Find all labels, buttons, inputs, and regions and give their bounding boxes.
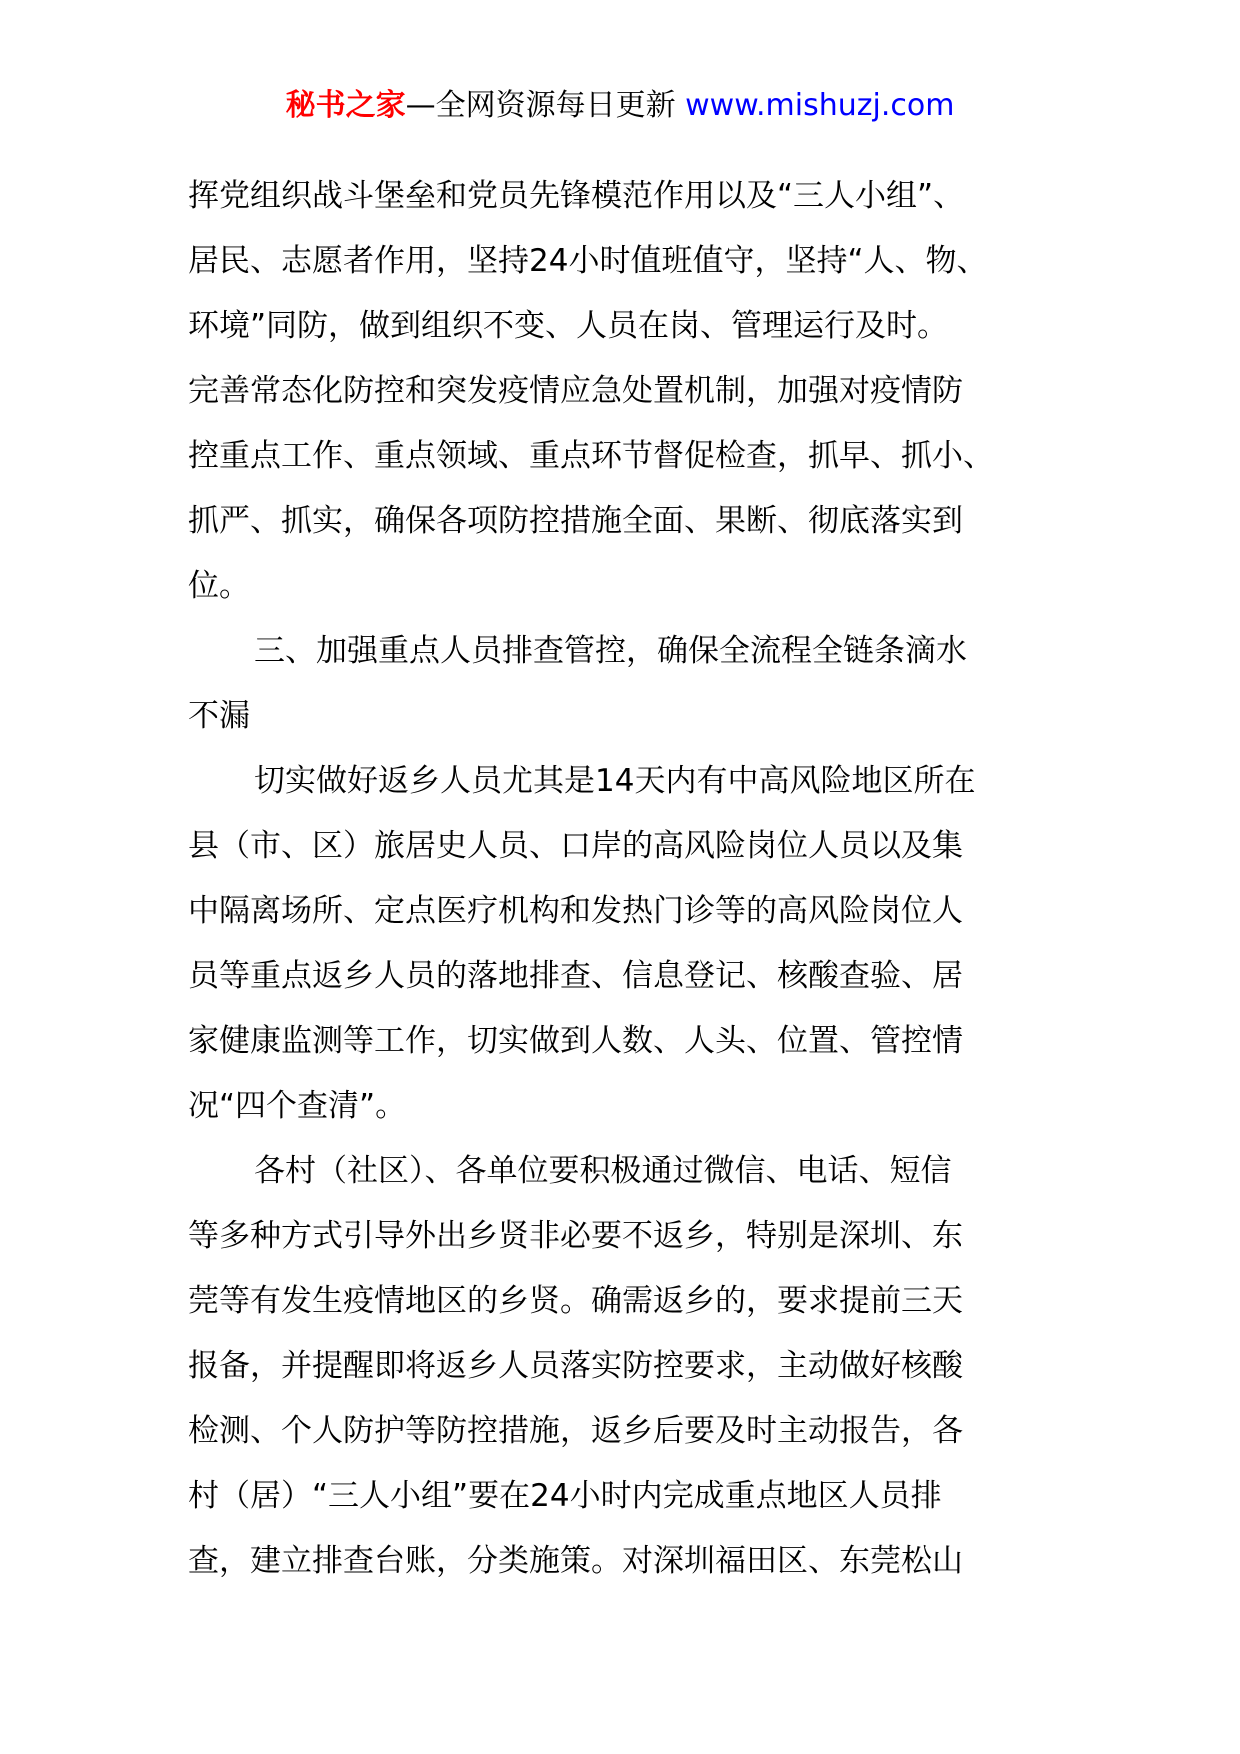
text-line: 位。 [188,568,250,604]
text-line: 挥党组织战斗堡垒和党员先锋模范作用以及“三人小组”、 [188,178,965,214]
text-line: 况“四个查清”。 [188,1088,407,1124]
text-line: 检测、个人防护等防控措施，返乡后要及时主动报告，各 [188,1413,963,1449]
text-line: 环境”同防，做到组织不变、人员在岗、管理运行及时。 [188,308,949,344]
text-line: 各村（社区）、各单位要积极通过微信、电话、短信 [254,1153,952,1189]
text-line: 报备，并提醒即将返乡人员落实防控要求，主动做好核酸 [188,1348,963,1384]
site-url-link[interactable]: www.mishuzj.com [685,88,955,123]
site-brand: 秘书之家 [285,88,406,123]
text-line: 莞等有发生疫情地区的乡贤。确需返乡的，要求提前三天 [188,1283,963,1319]
text-line: 居民、志愿者作用，坚持24小时值班值守，坚持“人、物、 [188,243,988,279]
text-line: 村（居）“三人小组”要在24小时内完成重点地区人员排 [188,1478,942,1514]
section-heading-continued: 不漏 [188,698,250,734]
text-line: 中隔离场所、定点医疗机构和发热门诊等的高风险岗位人 [188,893,963,929]
site-tagline: —全网资源每日更新 [405,88,676,123]
text-line: 切实做好返乡人员尤其是14天内有中高风险地区所在 [254,763,976,799]
text-line: 等多种方式引导外出乡贤非必要不返乡，特别是深圳、东 [188,1218,963,1254]
text-line: 完善常态化防控和突发疫情应急处置机制，加强对疫情防 [188,373,963,409]
text-line: 县（市、区）旅居史人员、口岸的高风险岗位人员以及集 [188,828,963,864]
document-body [188,164,1068,1594]
text-line: 员等重点返乡人员的落地排查、信息登记、核酸查验、居 [188,958,963,994]
site-header [0,86,1240,126]
text-line: 控重点工作、重点领域、重点环节督促检查，抓早、抓小、 [188,438,994,474]
text-line: 查，建立排查台账，分类施策。对深圳福田区、东莞松山 [188,1543,963,1579]
section-heading: 三、加强重点人员排查管控，确保全流程全链条滴水 [254,633,967,669]
text-line: 家健康监测等工作，切实做到人数、人头、位置、管控情 [188,1023,963,1059]
text-line: 抓严、抓实，确保各项防控措施全面、果断、彻底落实到 [188,503,963,539]
